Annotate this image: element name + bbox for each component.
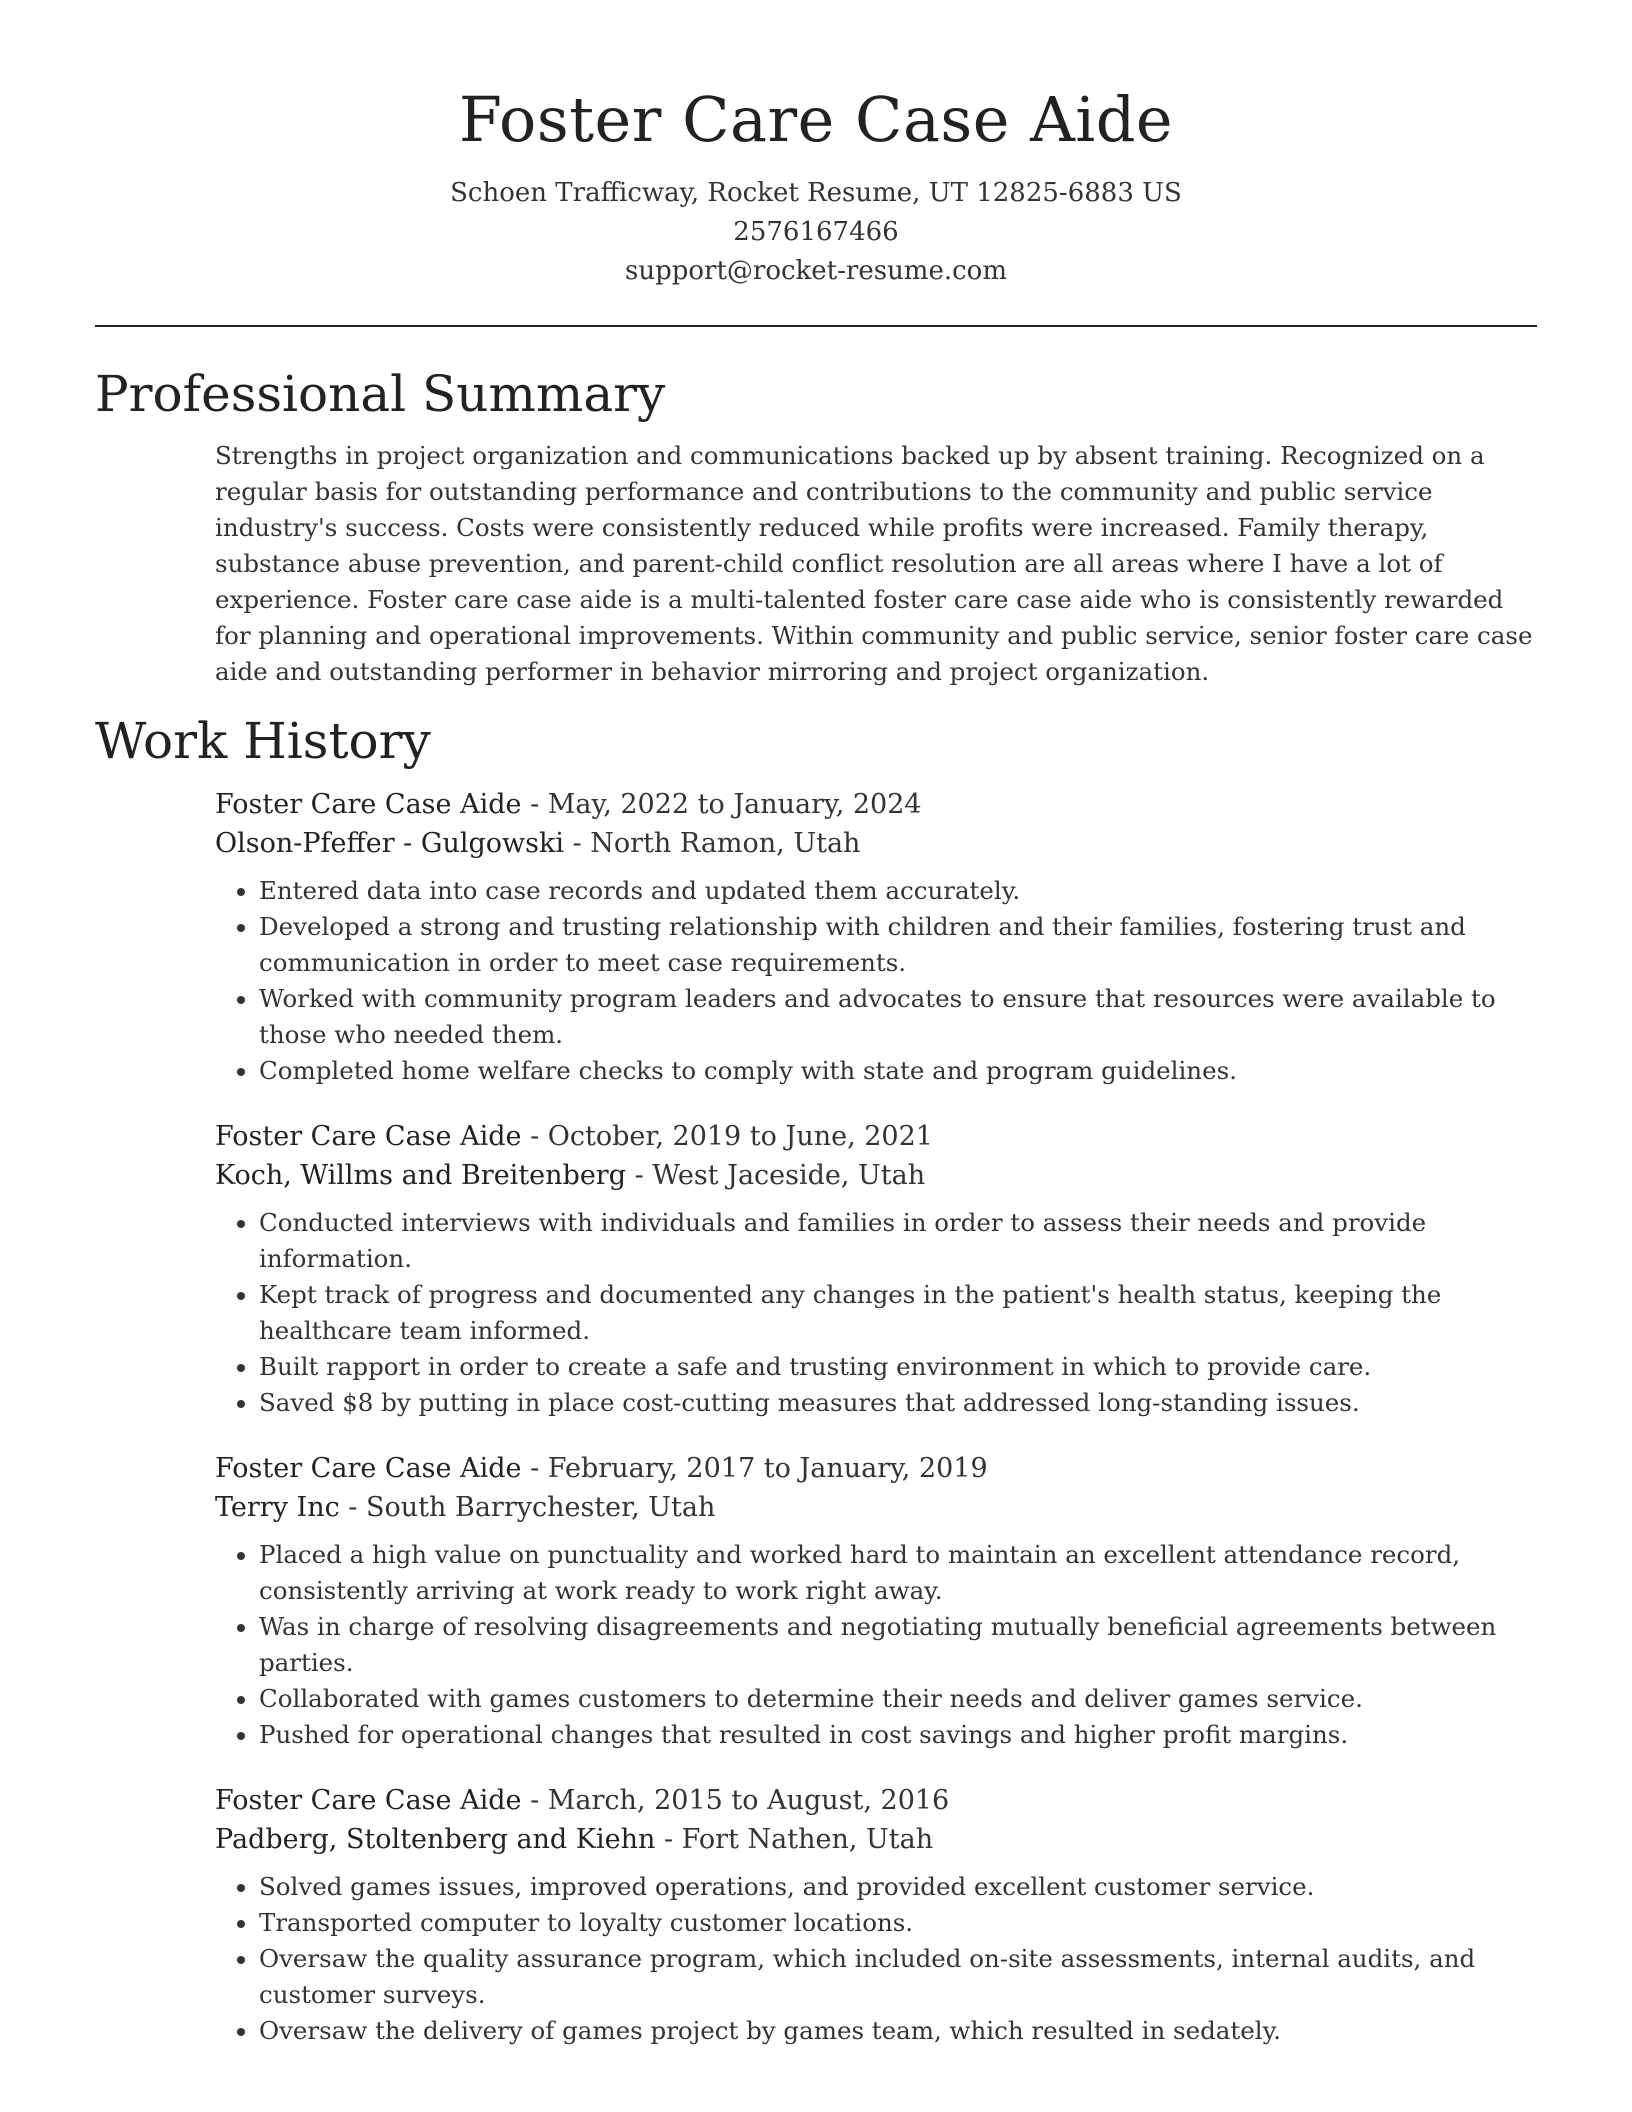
duty-item: • Developed a strong and trusting relationship with children and their families, fostering trust and communication in order to meet case requirements. [259,909,1537,981]
header-divider [95,325,1537,327]
duty-item: • Placed a high value on punctuality and worked hard to maintain an excellent attendance record, consistently arriving at work ready to work right away. [259,1537,1537,1609]
professional-summary-section [95,367,1537,690]
job-duties [215,1205,1537,1421]
job-employer-line: Koch, Willms and Breitenberg - West Jaceside, Utah [215,1160,926,1192]
summary-body [95,438,1537,690]
employer-name: Padberg, Stoltenberg and Kiehn [215,1824,656,1856]
duty-item: • Collaborated with games customers to determine their needs and deliver games service. [259,1681,1537,1717]
job-location: West Jaceside, Utah [652,1160,926,1192]
summary-text: Strengths in project organization and communications backed up by absent training. Recognized on a regular basis for outstanding performance and contributions to the community and public service industry's success. Costs were consistently reduced while profits were increased. Family therapy, substance abuse prevention, and parent-child conflict resolution are all areas where I have a lot of experience. Foster care case aide is a multi-talented foster care case aide who is consistently rewarded for planning and operational improvements. Within community and public service, senior foster care case aide and outstanding performer in behavior mirroring and project organization. [215,441,1533,687]
job-title: Foster Care Case Aide [215,789,522,821]
job-employer-line: Olson-Pfeffer - Gulgowski - North Ramon, Utah [215,828,861,860]
job-employer-line: Terry Inc - South Barrychester, Utah [215,1492,716,1524]
duty-item: • Solved games issues, improved operations, and provided excellent customer service. [259,1869,1537,1905]
duty-item: • Saved $8 by putting in place cost-cutting measures that addressed long-standing issues. [259,1385,1537,1421]
duty-item: • Entered data into case records and updated them accurately. [259,873,1537,909]
duty-item: • Worked with community program leaders and advocates to ensure that resources were available to those who needed them. [259,981,1537,1053]
job-location: Fort Nathen, Utah [681,1824,934,1856]
section-title-work-history: Work History [95,712,431,771]
job-location: South Barrychester, Utah [366,1492,716,1524]
duty-item: • Kept track of progress and documented any changes in the patient's health status, keeping the healthcare team informed. [259,1277,1537,1349]
duty-item: • Was in charge of resolving disagreements and negotiating mutually beneficial agreements between parties. [259,1609,1537,1681]
work-history-section [95,714,1537,2049]
section-title-summary: Professional Summary [95,365,666,424]
job-dates: March, 2015 to August, 2016 [547,1785,950,1817]
phone-number: 2576167466 [733,217,899,248]
duty-item: • Conducted interviews with individuals and families in order to assess their needs and provide information. [259,1205,1537,1277]
job-title-line: Foster Care Case Aide - October, 2019 to June, 2021 [215,1121,933,1153]
job-entry [215,1781,1537,2049]
job-dates: February, 2017 to January, 2019 [547,1453,988,1485]
job-dates: October, 2019 to June, 2021 [547,1121,933,1153]
employer-name: Koch, Willms and Breitenberg [215,1160,626,1192]
job-title: Foster Care Case Aide [215,1121,522,1153]
duty-item: • Transported computer to loyalty customer locations. [259,1905,1537,1941]
job-duties [215,1537,1537,1753]
address: Schoen Trafficway, Rocket Resume, UT 12825-6883 US [450,178,1182,209]
duty-item: • Built rapport in order to create a safe and trusting environment in which to provide care. [259,1349,1537,1385]
duty-item: • Oversaw the delivery of games project by games team, which resulted in sedately. [259,2013,1537,2049]
email-address: support@rocket-resume.com [624,256,1007,287]
job-title-line: Foster Care Case Aide - May, 2022 to January, 2024 [215,789,922,821]
job-entry [215,1449,1537,1753]
employer-name: Olson-Pfeffer - Gulgowski [215,828,564,860]
employer-name: Terry Inc [215,1492,340,1524]
contact-info [95,174,1537,291]
job-title-line: Foster Care Case Aide - March, 2015 to August, 2016 [215,1785,950,1817]
job-dates: May, 2022 to January, 2024 [547,789,922,821]
duty-item: • Pushed for operational changes that resulted in cost savings and higher profit margins. [259,1717,1537,1753]
job-employer-line: Padberg, Stoltenberg and Kiehn - Fort Nathen, Utah [215,1824,934,1856]
resume-header [95,0,1537,291]
job-title: Foster Care Case Aide [215,1453,522,1485]
duty-item: • Oversaw the quality assurance program, which included on-site assessments, internal audits, and customer surveys. [259,1941,1537,2013]
job-duties [215,1869,1537,2049]
job-duties [215,873,1537,1089]
job-title: Foster Care Case Aide [215,1785,522,1817]
job-entry [215,1117,1537,1421]
job-entry [215,785,1537,1089]
work-history-list [95,785,1537,2049]
candidate-name: Foster Care Case Aide [458,83,1174,156]
duty-item: • Completed home welfare checks to comply with state and program guidelines. [259,1053,1537,1089]
job-location: North Ramon, Utah [590,828,861,860]
job-title-line: Foster Care Case Aide - February, 2017 to January, 2019 [215,1453,988,1485]
